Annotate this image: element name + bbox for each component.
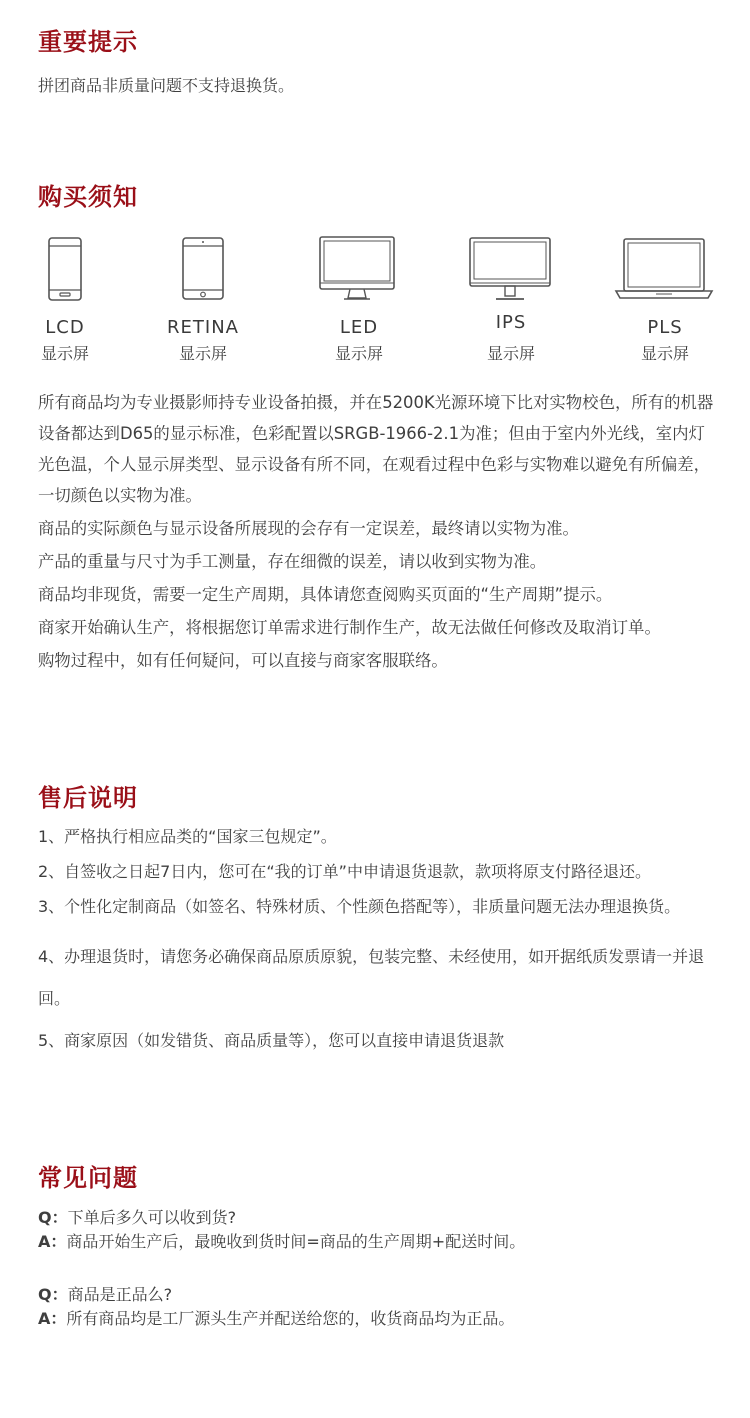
purchase-paragraph: 所有商品均为专业摄影师持专业设备拍摄，并在5200K光源环境下比对实物校色，所有的机器设备都达到D65的显示标准，色彩配置以SRGB-1966-2.1为准；但由于室内外光线，室内灯光色温，个人显示屏类型、显示设备有所不同，在观看过程中色彩与实物难以避免有所偏差，一切颜色以实物为准。 xyxy=(38,393,714,505)
purchase-title: 购买须知 xyxy=(38,183,138,211)
important-title: 重要提示 xyxy=(38,28,138,56)
aftersale-item: 3、个性化定制商品（如签名、特殊材质、个性颜色搭配等），非质量问题无法办理退换货。 xyxy=(38,897,681,916)
device-ips xyxy=(436,232,586,372)
device-sub: 显示屏 xyxy=(40,344,89,363)
device-sub: 显示屏 xyxy=(334,344,383,363)
aftersale-title: 售后说明 xyxy=(38,784,138,812)
device-pls xyxy=(590,232,740,372)
device-name: PLS xyxy=(647,317,683,338)
important-text-line: 拼团商品非质量问题不支持退换货。 xyxy=(38,76,295,95)
important-text xyxy=(38,71,714,101)
display-types xyxy=(0,232,750,372)
a-label: A： xyxy=(38,1309,67,1328)
phone-icon xyxy=(0,232,140,312)
device-sub: 显示屏 xyxy=(178,344,227,363)
purchase-paragraph: 产品的重量与尺寸为手工测量，存在细微的误差，请以收到实物为准。 xyxy=(38,552,547,571)
purchase-paragraph: 商品的实际颜色与显示设备所展现的会存有一定误差，最终请以实物为准。 xyxy=(38,519,579,538)
device-led xyxy=(284,232,434,372)
aftersale-item: 4、办理退货时，请您务必确保商品原质原貌，包装完整、未经使用，如开据纸质发票请一并退回。 xyxy=(38,947,705,1008)
faq-question xyxy=(38,1283,714,1307)
a-text: 商品开始生产后，最晚收到货时间=商品的生产周期+配送时间。 xyxy=(66,1232,526,1251)
faq-question xyxy=(38,1206,714,1230)
aftersale-item: 2、自签收之日起7日内，您可在“我的订单”中申请退货退款，款项将原支付路径退还。 xyxy=(38,862,651,881)
q-label: Q： xyxy=(38,1285,68,1304)
device-sub: 显示屏 xyxy=(486,344,535,363)
purchase-paragraph: 商家开始确认生产，将根据您订单需求进行制作生产，故无法做任何修改及取消订单。 xyxy=(38,618,661,637)
faq-list xyxy=(38,1206,714,1331)
tablet-icon xyxy=(128,232,278,312)
a-text: 所有商品均是工厂源头生产并配送给您的，收货商品均为正品。 xyxy=(66,1309,515,1328)
a-label: A： xyxy=(38,1232,67,1251)
device-lcd xyxy=(0,232,140,372)
aftersale-list xyxy=(38,822,714,1056)
aftersale-item: 5、商家原因（如发错货、商品质量等），您可以直接申请退货退款 xyxy=(38,1031,505,1050)
imac-icon xyxy=(284,232,434,312)
q-text: 下单后多久可以收到货? xyxy=(67,1208,237,1227)
device-name: IPS xyxy=(495,312,527,333)
purchase-paragraph: 购物过程中，如有任何疑问，可以直接与商家客服联络。 xyxy=(38,651,448,670)
monitor-icon xyxy=(436,232,586,312)
faq-title: 常见问题 xyxy=(38,1164,138,1192)
laptop-icon xyxy=(590,232,740,312)
faq-answer xyxy=(38,1230,714,1254)
aftersale-item: 1、严格执行相应品类的“国家三包规定”。 xyxy=(38,827,337,846)
device-name: LED xyxy=(339,317,379,338)
purchase-paragraph: 商品均非现货，需要一定生产周期，具体请您查阅购买页面的“生产周期”提示。 xyxy=(38,585,613,604)
device-sub: 显示屏 xyxy=(640,344,689,363)
device-name: RETINA xyxy=(167,317,239,338)
q-text: 商品是正品么? xyxy=(67,1285,173,1304)
faq-answer xyxy=(38,1307,714,1331)
device-retina xyxy=(128,232,278,372)
device-name: LCD xyxy=(45,317,85,338)
purchase-notes xyxy=(38,387,714,676)
q-label: Q： xyxy=(38,1208,68,1227)
